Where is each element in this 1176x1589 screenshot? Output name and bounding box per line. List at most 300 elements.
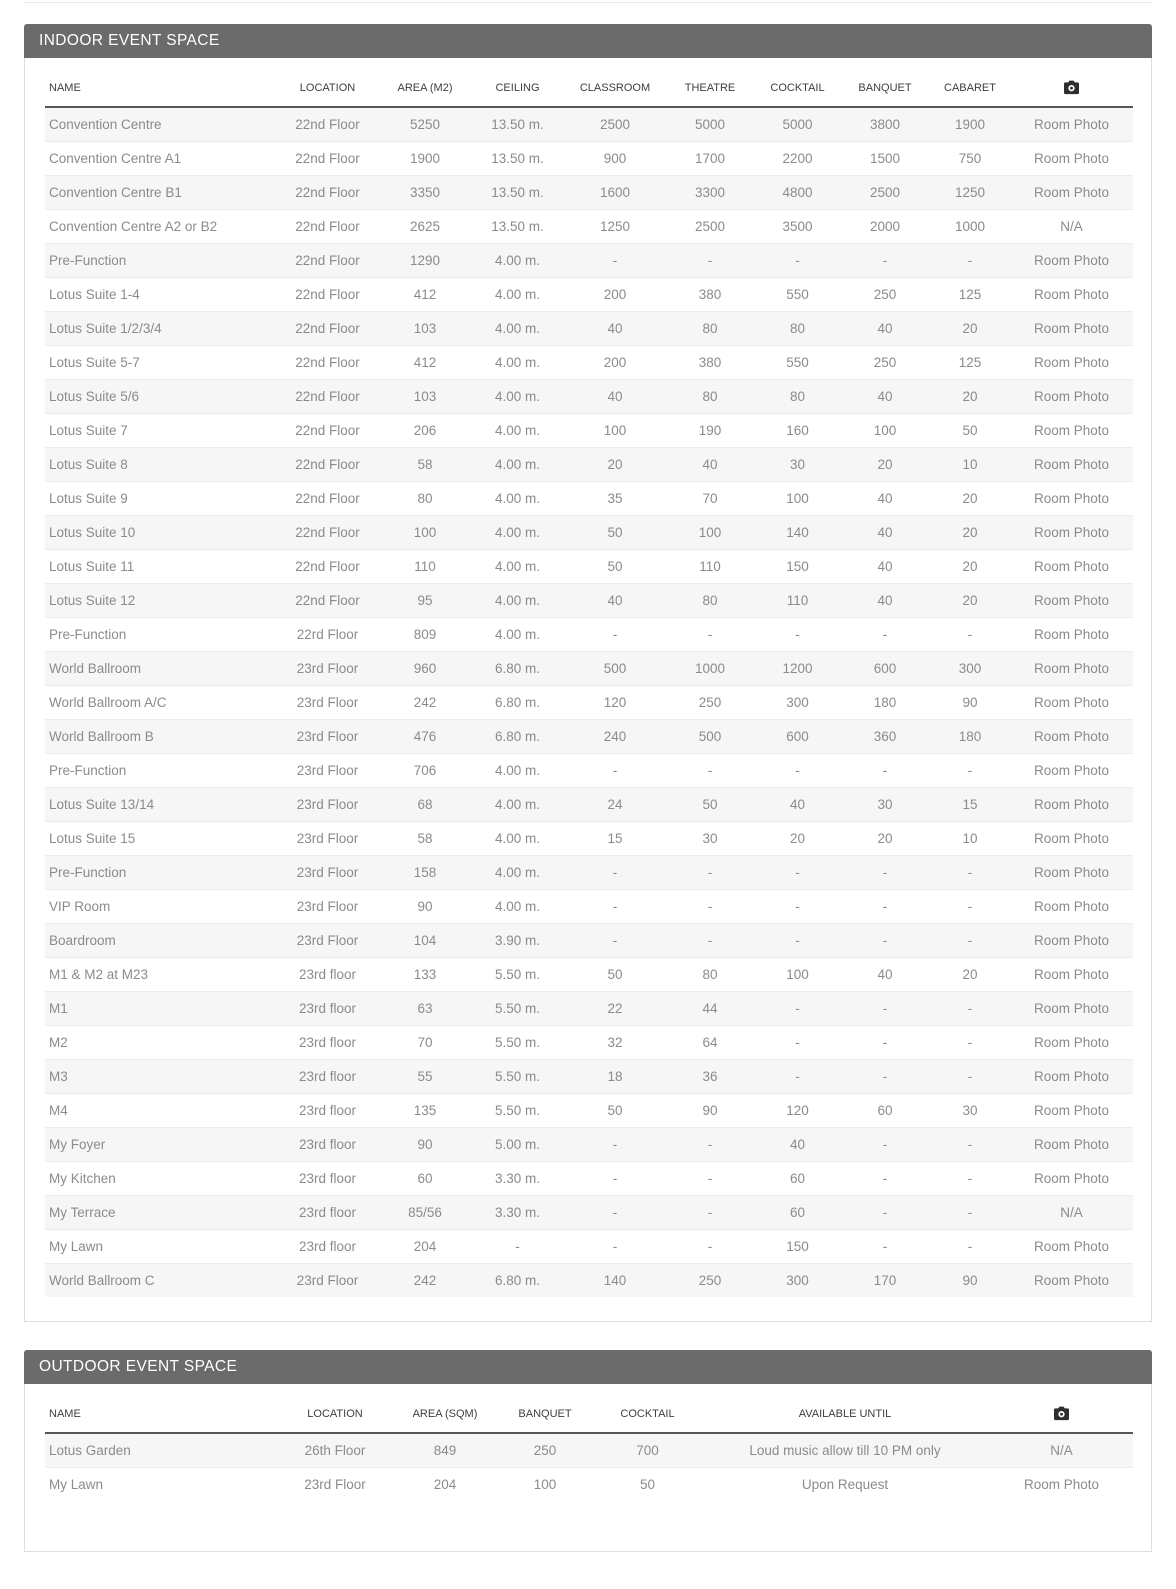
cell: 4.00 m.	[470, 515, 565, 549]
cell: -	[565, 889, 665, 923]
cell: 5000	[782, 116, 813, 132]
cell: 206	[380, 413, 470, 447]
cell: -	[755, 923, 840, 957]
cell: -	[565, 1195, 665, 1229]
room-photo-link[interactable]: Room Photo	[1010, 311, 1133, 345]
cell: 5000	[694, 116, 726, 132]
outdoor-table	[45, 1398, 1133, 1501]
cell: 10	[930, 821, 1010, 855]
room-photo-link[interactable]: Room Photo	[1010, 413, 1133, 447]
cell: 2500	[840, 175, 930, 209]
table-row	[45, 107, 1133, 141]
table-row	[45, 957, 1133, 991]
cell: 44	[665, 991, 755, 1025]
cell: 160	[755, 413, 840, 447]
table-row	[45, 379, 1133, 413]
cell: 4.00 m.	[470, 583, 565, 617]
cell: 5.50 m.	[470, 1093, 565, 1127]
cell: -	[755, 753, 840, 787]
table-row	[45, 685, 1133, 719]
table-row	[45, 719, 1133, 753]
cell: 22nd Floor	[275, 209, 380, 243]
cell: 3.30 m.	[470, 1195, 565, 1229]
cell: 40	[840, 311, 930, 345]
cell: 80	[665, 311, 755, 345]
cell: 23rd Floor	[275, 1467, 395, 1501]
cell: -	[840, 1025, 930, 1059]
column-header-cocktail: COCKTAIL	[595, 1398, 700, 1433]
cell: 23rd Floor	[275, 787, 380, 821]
cell: -	[930, 243, 1010, 277]
indoor-panel-title: INDOOR EVENT SPACE	[39, 32, 220, 49]
cell: 4.00 m.	[470, 855, 565, 889]
cell: 4.00 m.	[470, 345, 565, 379]
cell: 100	[380, 515, 470, 549]
table-row	[45, 447, 1133, 481]
cell: -	[840, 753, 930, 787]
cell: 70	[665, 481, 755, 515]
cell: -	[665, 243, 755, 277]
room-photo-link[interactable]: Room Photo	[1010, 549, 1133, 583]
cell: 40	[840, 515, 930, 549]
room-photo-link[interactable]: Room Photo	[1010, 991, 1133, 1025]
table-row	[45, 515, 1133, 549]
cell: 80	[755, 379, 840, 413]
room-photo-link[interactable]: Room Photo	[1010, 175, 1133, 209]
cell: 5250	[409, 116, 441, 132]
cell: 700	[636, 1442, 659, 1458]
cell: -	[665, 1127, 755, 1161]
column-header-ceiling: CEILING	[470, 72, 565, 107]
cell: 50	[565, 1093, 665, 1127]
table-row	[45, 1467, 1133, 1501]
room-photo-link[interactable]: Room Photo	[1010, 481, 1133, 515]
cell: 250	[665, 685, 755, 719]
column-header-photo	[1010, 72, 1133, 107]
cell: -	[930, 1229, 1010, 1263]
cell: 6.80 m.	[470, 651, 565, 685]
cell: -	[665, 889, 755, 923]
cell: 412	[380, 345, 470, 379]
room-photo-link[interactable]: Room Photo	[1010, 1059, 1133, 1093]
cell: 3500	[755, 209, 840, 243]
column-header-location: LOCATION	[275, 72, 380, 107]
table-row	[45, 209, 1133, 243]
table-row	[45, 413, 1133, 447]
cell: 80	[665, 379, 755, 413]
room-name: World Ballroom A/C	[45, 685, 275, 719]
table-row	[45, 583, 1133, 617]
room-photo-link[interactable]: Room Photo	[1010, 957, 1133, 991]
table-row	[45, 1059, 1133, 1093]
cell: 140	[565, 1263, 665, 1297]
room-photo-link[interactable]: Room Photo	[1010, 685, 1133, 719]
cell: 104	[380, 923, 470, 957]
cell: 23rd Floor	[275, 651, 380, 685]
cell: 23rd floor	[275, 1229, 380, 1263]
table-row	[45, 549, 1133, 583]
cell: 4.00 m.	[470, 753, 565, 787]
room-name: World Ballroom C	[45, 1263, 275, 1297]
cell: -	[930, 1195, 1010, 1229]
cell: 40	[565, 311, 665, 345]
cell: 600	[840, 651, 930, 685]
cell: 18	[565, 1059, 665, 1093]
cell: 20	[565, 447, 665, 481]
table-row	[45, 1127, 1133, 1161]
cell: 6.80 m.	[470, 685, 565, 719]
cell: 180	[840, 685, 930, 719]
cell: 32	[565, 1025, 665, 1059]
room-name: Lotus Suite 7	[45, 413, 275, 447]
cell: 250	[840, 345, 930, 379]
cell: 30	[930, 1093, 1010, 1127]
room-photo-link[interactable]: Room Photo	[1010, 379, 1133, 413]
room-photo-link[interactable]: Room Photo	[1033, 116, 1110, 132]
cell: 30	[755, 447, 840, 481]
column-header-photo	[990, 1398, 1133, 1433]
cell: 3.90 m.	[470, 923, 565, 957]
cell: 22nd Floor	[275, 345, 380, 379]
cell: 100	[755, 957, 840, 991]
column-header-location: LOCATION	[275, 1398, 395, 1433]
cell: 133	[380, 957, 470, 991]
cell: 5.00 m.	[470, 1127, 565, 1161]
cell: -	[755, 855, 840, 889]
cell: 242	[380, 1263, 470, 1297]
cell: 22nd Floor	[275, 481, 380, 515]
table-row	[45, 821, 1133, 855]
indoor-table	[45, 72, 1133, 1297]
room-photo-link[interactable]: Room Photo	[1010, 889, 1133, 923]
cell: 22rd Floor	[275, 617, 380, 651]
room-photo-link[interactable]: Room Photo	[1010, 923, 1133, 957]
cell: -	[840, 1161, 930, 1195]
room-name: M1 & M2 at M23	[45, 957, 275, 991]
room-name: Lotus Suite 5/6	[45, 379, 275, 413]
room-name: M3	[45, 1059, 275, 1093]
cell: 3350	[380, 175, 470, 209]
room-photo-link[interactable]: Room Photo	[1010, 277, 1133, 311]
cell: 476	[380, 719, 470, 753]
cell: 58	[380, 821, 470, 855]
room-name: M2	[45, 1025, 275, 1059]
room-name: Lotus Suite 13/14	[45, 787, 275, 821]
cell: 13.50 m.	[470, 175, 565, 209]
room-photo-link[interactable]: Room Photo	[1010, 787, 1133, 821]
table-row	[45, 1229, 1133, 1263]
cell: 4.00 m.	[470, 889, 565, 923]
room-name: My Lawn	[45, 1229, 275, 1263]
room-photo-link[interactable]: Room Photo	[1010, 1025, 1133, 1059]
outdoor-panel-header	[24, 1350, 1152, 1384]
cell: 85/56	[380, 1195, 470, 1229]
cell: 809	[380, 617, 470, 651]
room-photo-link[interactable]: Room Photo	[1010, 617, 1133, 651]
cell: 140	[755, 515, 840, 549]
cell: 80	[380, 481, 470, 515]
cell: 300	[930, 651, 1010, 685]
cell: -	[755, 1025, 840, 1059]
cell: -	[930, 991, 1010, 1025]
table-row	[45, 277, 1133, 311]
cell: 4800	[755, 175, 840, 209]
cell: 900	[565, 141, 665, 175]
cell: -	[665, 617, 755, 651]
room-name: Lotus Suite 10	[45, 515, 275, 549]
cell: Loud music allow till 10 PM only	[749, 1442, 941, 1458]
cell: -	[565, 1127, 665, 1161]
cell: 10	[930, 447, 1010, 481]
cell: 50	[930, 413, 1010, 447]
room-photo-link[interactable]: Room Photo	[1010, 719, 1133, 753]
room-name: Lotus Suite 9	[45, 481, 275, 515]
cell: 23rd floor	[275, 1025, 380, 1059]
room-name: Pre-Function	[45, 753, 275, 787]
camera-icon	[1053, 1406, 1070, 1421]
cell: 40	[840, 481, 930, 515]
cell: 380	[665, 345, 755, 379]
cell: 20	[930, 311, 1010, 345]
cell: 23rd Floor	[275, 889, 380, 923]
cell: -	[665, 1195, 755, 1229]
column-header-area: AREA (SQM)	[395, 1398, 495, 1433]
cell: -	[930, 1025, 1010, 1059]
cell: 40	[755, 1127, 840, 1161]
room-photo-link[interactable]: Room Photo	[1010, 515, 1133, 549]
cell: 4.00 m.	[470, 549, 565, 583]
table-row	[45, 1263, 1133, 1297]
cell: 23rd Floor	[275, 719, 380, 753]
cell: 3800	[869, 116, 901, 132]
cell: 2500	[665, 209, 755, 243]
cell: -	[565, 753, 665, 787]
cell: 20	[840, 821, 930, 855]
room-name: Lotus Suite 1/2/3/4	[45, 311, 275, 345]
cell: 55	[380, 1059, 470, 1093]
cell: 1500	[840, 141, 930, 175]
room-photo-link[interactable]: Room Photo	[1010, 821, 1133, 855]
cell: -	[930, 1127, 1010, 1161]
cell: 4.00 m.	[470, 277, 565, 311]
cell: 1200	[755, 651, 840, 685]
table-row	[45, 617, 1133, 651]
room-name: My Kitchen	[45, 1161, 275, 1195]
table-row	[45, 311, 1133, 345]
cell: 190	[665, 413, 755, 447]
cell: 120	[755, 1093, 840, 1127]
room-name: Lotus Suite 15	[45, 821, 275, 855]
cell: 204	[380, 1229, 470, 1263]
cell: -	[840, 991, 930, 1025]
cell: 22nd Floor	[275, 243, 380, 277]
cell: 4.00 m.	[470, 311, 565, 345]
cell: 80	[755, 311, 840, 345]
room-photo-link[interactable]: Room Photo	[1010, 243, 1133, 277]
cell: -	[755, 617, 840, 651]
cell: 40	[565, 379, 665, 413]
cell: 23rd floor	[275, 1093, 380, 1127]
cell: 26th Floor	[304, 1442, 366, 1458]
cell: 4.00 m.	[470, 617, 565, 651]
room-photo-link[interactable]: Room Photo	[1010, 753, 1133, 787]
cell: 58	[380, 447, 470, 481]
column-header-classroom: CLASSROOM	[565, 72, 665, 107]
outdoor-panel-body	[24, 1384, 1152, 1552]
cell: 412	[380, 277, 470, 311]
cell: 60	[380, 1161, 470, 1195]
cell: -	[755, 991, 840, 1025]
cell: 23rd floor	[275, 1127, 380, 1161]
cell: 135	[380, 1093, 470, 1127]
cell: 4.00 m.	[470, 243, 565, 277]
cell: 13.50 m.	[470, 141, 565, 175]
room-name: M4	[45, 1093, 275, 1127]
cell: 60	[755, 1195, 840, 1229]
camera-icon	[1063, 80, 1080, 95]
cell: 40	[840, 549, 930, 583]
room-photo-link[interactable]: Room Photo	[1010, 345, 1133, 379]
cell: 100	[755, 481, 840, 515]
room-photo-link[interactable]: Room Photo	[1010, 447, 1133, 481]
room-photo-link[interactable]: Room Photo	[1010, 855, 1133, 889]
room-photo-link[interactable]: Room Photo	[1010, 583, 1133, 617]
cell: 5.50 m.	[470, 991, 565, 1025]
column-header-banquet: BANQUET	[495, 1398, 595, 1433]
cell: 20	[930, 379, 1010, 413]
cell: 125	[930, 345, 1010, 379]
cell: -	[565, 1229, 665, 1263]
cell: 1290	[380, 243, 470, 277]
cell: 150	[755, 1229, 840, 1263]
room-photo-link[interactable]: Room Photo	[1010, 651, 1133, 685]
cell: -	[565, 923, 665, 957]
cell: 4.00 m.	[470, 447, 565, 481]
cell: 5.50 m.	[470, 1025, 565, 1059]
cell: 110	[665, 549, 755, 583]
cell: 200	[565, 277, 665, 311]
column-header-cocktail: COCKTAIL	[755, 72, 840, 107]
room-photo-link[interactable]: Room Photo	[1010, 141, 1133, 175]
table-row	[45, 923, 1133, 957]
room-name: M1	[45, 991, 275, 1025]
cell: 1000	[665, 651, 755, 685]
cell: 204	[395, 1467, 495, 1501]
cell: 95	[380, 583, 470, 617]
cell: 30	[665, 821, 755, 855]
cell: 960	[380, 651, 470, 685]
cell: 22nd Floor	[275, 379, 380, 413]
table-row	[45, 855, 1133, 889]
cell: -	[930, 889, 1010, 923]
table-row	[45, 243, 1133, 277]
cell: 1700	[665, 141, 755, 175]
cell: 550	[755, 277, 840, 311]
room-name: Lotus Suite 8	[45, 447, 275, 481]
cell: -	[840, 1127, 930, 1161]
cell: 200	[565, 345, 665, 379]
cell: 23rd Floor	[275, 923, 380, 957]
column-header-name: NAME	[45, 1398, 275, 1433]
cell: 300	[755, 685, 840, 719]
cell: 80	[665, 957, 755, 991]
cell: 110	[755, 583, 840, 617]
cell: -	[665, 753, 755, 787]
cell: 22nd Floor	[295, 116, 360, 132]
room-photo-link[interactable]: Room Photo	[1010, 1229, 1133, 1263]
cell: -	[840, 1195, 930, 1229]
column-header-area: AREA (M2)	[380, 72, 470, 107]
cell: 550	[755, 345, 840, 379]
cell: -	[930, 1161, 1010, 1195]
cell: 50	[665, 787, 755, 821]
room-photo-link[interactable]: Room Photo	[990, 1467, 1133, 1501]
cell: 22nd Floor	[275, 311, 380, 345]
room-name: Convention Centre A1	[45, 141, 275, 175]
room-photo-link[interactable]: Room Photo	[1010, 1127, 1133, 1161]
cell: 24	[565, 787, 665, 821]
column-header-banquet: BANQUET	[840, 72, 930, 107]
cell: 15	[565, 821, 665, 855]
cell: 23rd Floor	[275, 1263, 380, 1297]
cell: 23rd floor	[275, 1161, 380, 1195]
cell: 22nd Floor	[275, 175, 380, 209]
cell: 4.00 m.	[470, 413, 565, 447]
cell: 110	[380, 549, 470, 583]
table-row	[45, 481, 1133, 515]
cell: 23rd floor	[275, 1195, 380, 1229]
cell: 22nd Floor	[275, 549, 380, 583]
cell: 60	[840, 1093, 930, 1127]
cell: 20	[930, 957, 1010, 991]
cell: 1250	[565, 209, 665, 243]
cell: 40	[840, 583, 930, 617]
cell: 3300	[665, 175, 755, 209]
cell: 20	[930, 583, 1010, 617]
indoor-event-space-panel	[24, 24, 1152, 1322]
cell: 90	[380, 1127, 470, 1161]
room-name: Lotus Suite 5-7	[45, 345, 275, 379]
cell: 20	[930, 481, 1010, 515]
room-photo-link[interactable]: Room Photo	[1010, 1161, 1133, 1195]
cell: 250	[533, 1442, 557, 1458]
cell: 40	[755, 787, 840, 821]
room-name: Lotus Suite 11	[45, 549, 275, 583]
room-name: VIP Room	[45, 889, 275, 923]
room-name: Boardroom	[45, 923, 275, 957]
cell: 60	[755, 1161, 840, 1195]
cell: 150	[755, 549, 840, 583]
cell: 40	[665, 447, 755, 481]
cell: 100	[565, 413, 665, 447]
cell: 1250	[930, 175, 1010, 209]
cell: 250	[840, 277, 930, 311]
top-divider	[24, 2, 1152, 3]
cell: 20	[930, 515, 1010, 549]
room-photo-link[interactable]: Room Photo	[1010, 1093, 1133, 1127]
column-header-cabaret: CABARET	[930, 72, 1010, 107]
cell: 40	[840, 957, 930, 991]
cell: 120	[565, 685, 665, 719]
room-photo-link[interactable]: Room Photo	[1010, 1263, 1133, 1297]
cell: 23rd Floor	[275, 685, 380, 719]
cell: 4.00 m.	[470, 379, 565, 413]
cell: 4.00 m.	[470, 787, 565, 821]
cell: 22nd Floor	[275, 583, 380, 617]
cell: 50	[565, 549, 665, 583]
cell: 22nd Floor	[275, 141, 380, 175]
cell: 103	[380, 379, 470, 413]
